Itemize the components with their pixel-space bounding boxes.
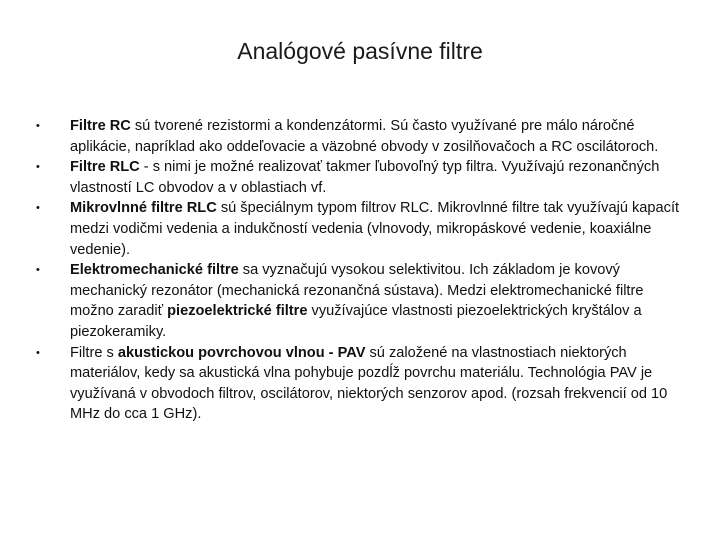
slide-title: Analógové pasívne filtre — [237, 38, 483, 64]
item-description: sú tvorené rezistormi a kondenzátormi. Sú často využívané pre málo náročné aplikácie, napríklad ako oddeľovacie a väzobné obvody v zosilňovačoch a RC oscilátoroch. — [70, 118, 659, 155]
item-description: sú založené na vlastnostiach niektorých materiálov, kedy sa akustická vlna pohybuje pozdĺž povrchu materiálu. Technológia PAV je využívaná v obvodoch filtrov, oscilátorov, niektorých senzorov apod. (rozsah frekvencií od 10 MHz do cca 1 GHz). — [70, 344, 668, 423]
list-item — [0, 198, 720, 260]
item-term: Filtre RLC — [70, 159, 140, 176]
item-term: Mikrovlnné filtre RLC — [70, 200, 217, 217]
list-item — [0, 343, 720, 425]
item-description-end: využívajúce vlastnosti piezoelektrických kryštálov a piezokeramiky. — [70, 303, 642, 340]
list-item — [0, 116, 720, 157]
list-item — [0, 260, 720, 342]
bullet-icon: • — [36, 161, 40, 174]
item-term-secondary: piezoelektrické filtre — [167, 303, 308, 320]
bullet-icon: • — [36, 346, 40, 359]
item-term: akustickou povrchovou vlnou - PAV — [117, 344, 366, 361]
bullet-list — [0, 116, 720, 425]
item-term: Filtre RC — [70, 118, 131, 134]
item-term: Elektromechanické filtre — [70, 262, 239, 279]
bullet-icon: • — [36, 120, 40, 132]
item-description: - s nimi je možné realizovať takmer ľubovoľný typ filtra. Využívajú rezonančných vlastností LC obvodov a v oblastiach vf. — [70, 159, 660, 196]
bullet-icon: • — [36, 264, 40, 277]
list-item — [0, 157, 720, 198]
item-description: sa vyznačujú vysokou selektivitou. Ich základom je kovový mechanický rezonátor (mechanická rezonančná sústava). Medzi elektromechanické filtre možno zaradiť — [70, 262, 644, 320]
item-text — [70, 262, 643, 340]
item-text — [70, 345, 667, 423]
bullet-icon: • — [36, 202, 40, 215]
item-description: sú špeciálnym typom filtrov RLC. Mikrovlnné filtre tak využívajú kapacít medzi vodičmi vedenia a indukčností vedenia (vlnovody, mikropáskové vedenie, koaxiálne vedenie). — [70, 200, 680, 258]
item-prefix: Filtre s — [70, 344, 118, 361]
item-text — [70, 200, 679, 257]
item-text — [70, 159, 659, 196]
item-text — [70, 118, 658, 155]
